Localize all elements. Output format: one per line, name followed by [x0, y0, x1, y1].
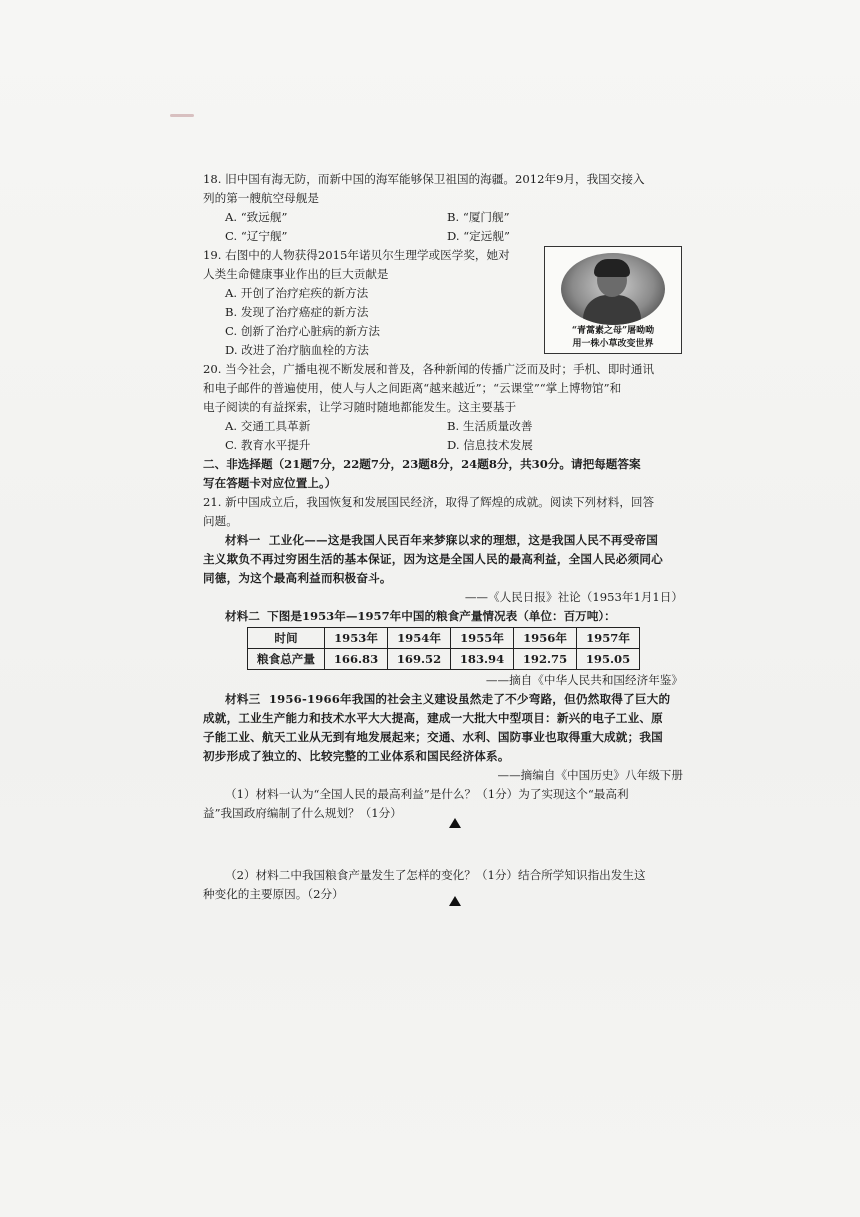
- material2-line: [203, 607, 683, 626]
- material1-label: 材料一: [225, 533, 261, 547]
- sub2-line1: （2）材料二中我国粮食产量发生了怎样的变化？（1分）结合所学知识指出发生这: [225, 868, 646, 882]
- q20-option-c: C. 教育水平提升: [225, 438, 311, 452]
- q20-option-b: B. 生活质量改善: [447, 419, 533, 433]
- material3-source: ——摘编自《中国历史》八年级下册: [497, 768, 683, 782]
- q19-option-d: D. 改进了治疗脑血栓的方法: [225, 343, 369, 357]
- material3-line1: [203, 690, 683, 709]
- portrait-photo: [561, 253, 665, 325]
- q20-stem-line2: 和电子邮件的普遍使用，使人与人之间距离“越来越近”；“云课堂”“掌上博物馆”和: [203, 381, 622, 395]
- section2-heading-line1: 二、非选择题（21题7分，22题7分，23题8分，24题8分，共30分。请把每题答案: [203, 457, 641, 471]
- answer-marker-triangle-icon: [449, 818, 461, 828]
- table-header-time: 时间: [248, 628, 325, 649]
- portrait-body: [583, 295, 641, 325]
- table-value-1954: 169.52: [388, 649, 451, 670]
- material3-line3: 子能工业、航天工业从无到有地发展起来；交通、水利、国防事业也取得重大成就；我国: [203, 730, 663, 744]
- table-value-1953: 166.83: [325, 649, 388, 670]
- table-value-1955: 183.94: [451, 649, 514, 670]
- q20-options: [203, 417, 683, 455]
- page-smudge: [170, 114, 194, 117]
- table-year-1957: 1957年: [577, 628, 640, 649]
- table-year-1955: 1955年: [451, 628, 514, 649]
- section2-heading-line2: 写在答题卡对应位置上。）: [203, 476, 337, 490]
- q19-portrait-figure: [544, 246, 682, 354]
- portrait-caption-line1: “青蒿素之母”屠呦呦: [571, 326, 655, 336]
- material3-line4: 初步形成了独立的、比较完整的工业体系和国民经济体系。: [203, 749, 510, 763]
- sub1-line1: （1）材料一认为“全国人民的最高利益”是什么？（1分）为了实现这个“最高利: [225, 787, 629, 801]
- q18-stem-line1: 18. 旧中国有海无防，而新中国的海军能够保卫祖国的海疆。2012年9月，我国交接入: [203, 172, 645, 186]
- material3-label: 材料三: [225, 692, 261, 706]
- portrait-caption: [545, 325, 681, 351]
- table-row: [248, 649, 640, 670]
- answer-marker-triangle-icon: [449, 896, 461, 906]
- q20-stem-line1: 20. 当今社会，广播电视不断发展和普及，各种新闻的传播广泛而及时；手机、即时通讯: [203, 362, 655, 376]
- sub1-line2: 益”我国政府编制了什么规划？（1分）: [203, 806, 402, 820]
- q19-option-b: B. 发现了治疗癌症的新方法: [225, 305, 369, 319]
- table-row: [248, 628, 640, 649]
- q20-option-d: D. 信息技术发展: [447, 438, 533, 452]
- table-value-1957: 195.05: [577, 649, 640, 670]
- q20-stem-line3: 电子阅读的有益探索，让学习随时随地都能发生。这主要基于: [203, 400, 517, 414]
- table-year-1956: 1956年: [514, 628, 577, 649]
- q18-option-c: C. “辽宁舰”: [225, 229, 288, 243]
- material1-line2: 主义欺负不再过穷困生活的基本保证，因为这是全国人民的最高利益，全国人民必须同心: [203, 552, 663, 566]
- q20-option-a: A. 交通工具革新: [225, 419, 311, 433]
- q19-option-a: A. 开创了治疗疟疾的新方法: [225, 286, 369, 300]
- material1-line1: [203, 531, 683, 550]
- q18-option-d: D. “定远舰”: [447, 229, 510, 243]
- q19-stem-line1: 19. 右图中的人物获得2015年诺贝尔生理学或医学奖，她对: [203, 248, 510, 262]
- material2-label: 材料二: [225, 609, 260, 623]
- table-year-1953: 1953年: [325, 628, 388, 649]
- q19-option-c: C. 创新了治疗心脏病的新方法: [225, 324, 380, 338]
- q18-option-b: B. “厦门舰”: [447, 210, 510, 224]
- table-value-1956: 192.75: [514, 649, 577, 670]
- portrait-hair: [594, 259, 630, 277]
- table-header-output: 粮食总产量: [248, 649, 325, 670]
- table-year-1954: 1954年: [388, 628, 451, 649]
- sub2-line2: 种变化的主要原因。（2分）: [203, 887, 344, 901]
- q18-options: [203, 208, 683, 246]
- material2-text: 下图是1953年—1957年中国的粮食产量情况表（单位：百万吨）：: [267, 609, 616, 623]
- q18-option-a: A. “致远舰”: [225, 210, 288, 224]
- material3-text1: 1956-1966年我国的社会主义建设虽然走了不少弯路，但仍然取得了巨大的: [268, 692, 671, 706]
- material1-source: ——《人民日报》社论（1953年1月1日）: [464, 590, 683, 604]
- material2-source: ——摘自《中华人民共和国经济年鉴》: [485, 673, 683, 687]
- grain-output-table: [247, 627, 640, 670]
- q18-stem-line2: 列的第一艘航空母舰是: [203, 191, 319, 205]
- material1-line3: 同德，为这个最高利益而积极奋斗。: [203, 571, 392, 585]
- q21-intro-line1: 21. 新中国成立后，我国恢复和发展国民经济，取得了辉煌的成就。阅读下列材料，回答: [203, 495, 655, 509]
- q19-stem-line2: 人类生命健康事业作出的巨大贡献是: [203, 267, 389, 281]
- material1-text1: 工业化——这是我国人民百年来梦寐以求的理想，这是我国人民不再受帝国: [268, 533, 659, 547]
- answer-space-1: [203, 823, 683, 866]
- material3-line2: 成就，工业生产能力和技术水平大大提高，建成一大批大中型项目：新兴的电子工业、原: [203, 711, 663, 725]
- q21-intro-line2: 问题。: [203, 514, 238, 528]
- portrait-caption-line2: 用一株小草改变世界: [572, 339, 654, 349]
